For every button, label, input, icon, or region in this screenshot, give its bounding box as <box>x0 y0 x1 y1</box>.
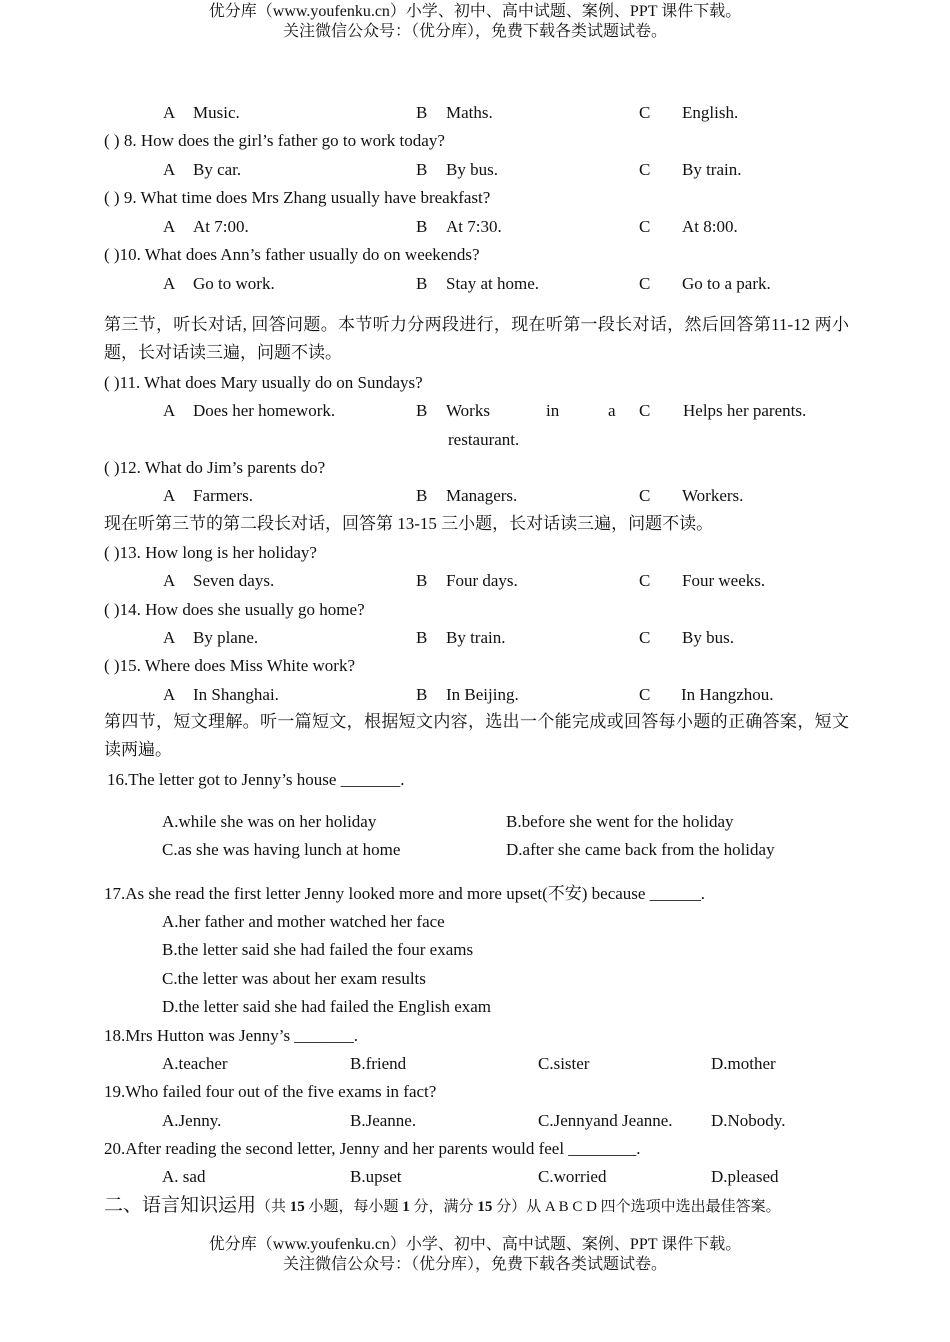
q15-option-a: A In Shanghai. <box>163 685 279 704</box>
page-header-line1: 优分库（www.youfenku.cn）小学、初中、高中试题、案例、PPT 课件下载。 <box>208 3 742 20</box>
q16-option-c: C.as she was having lunch at home <box>162 840 401 859</box>
q18-option-c: C.sister <box>538 1054 590 1073</box>
q17-option-b: B.the letter said she had failed the four exams <box>162 940 474 959</box>
q11-option-c: C Helps her parents. <box>639 401 807 420</box>
q19-option-a: A.Jenny. <box>162 1111 222 1130</box>
page-header-line2: 关注微信公众号：（优分库），免费下载各类试题试卷。 <box>282 23 667 40</box>
q9-stem: ( ) 9. What time does Mrs Zhang usually have breakfast? <box>104 188 491 207</box>
q12-stem: ( )12. What do Jim’s parents do? <box>104 458 326 477</box>
q9-option-a: A At 7:00. <box>163 217 249 236</box>
q16-option-b: B.before she went for the holiday <box>506 812 734 831</box>
q13-option-c: C Four weeks. <box>639 571 766 590</box>
q13-stem: ( )13. How long is her holiday? <box>104 543 317 562</box>
q8-stem: ( ) 8. How does the girl’s father go to work today? <box>104 131 445 150</box>
q12-option-c: C Workers. <box>639 486 744 505</box>
q15-option-b: B In Beijing. <box>416 685 519 704</box>
q14-option-a: A By plane. <box>163 628 259 647</box>
part-2-title: 二、语言知识运用 <box>104 1195 257 1216</box>
q18-stem: 18.Mrs Hutton was Jenny’s _______. <box>104 1026 359 1045</box>
q7-option-a: A Music. <box>163 103 240 122</box>
q15-option-c: C In Hangzhou. <box>639 685 774 704</box>
q11-option-b-continued: restaurant. <box>448 430 520 449</box>
q10-option-b: B Stay at home. <box>416 274 540 293</box>
q20-stem: 20.After reading the second letter, Jenny and her parents would feel ________. <box>104 1139 641 1158</box>
q13-option-a: A Seven days. <box>163 571 275 590</box>
q8-option-b: B By bus. <box>416 160 498 179</box>
q8-option-a: A By car. <box>163 160 242 179</box>
q8-option-c: C By train. <box>639 160 742 179</box>
q13-option-b: B Four days. <box>416 571 518 590</box>
q12-option-b: B Managers. <box>416 486 518 505</box>
page-footer-line1: 优分库（www.youfenku.cn）小学、初中、高中试题、案例、PPT 课件下载。 <box>208 1236 742 1253</box>
page-footer-line2: 关注微信公众号：（优分库），免费下载各类试题试卷。 <box>282 1256 667 1273</box>
q18-option-b: B.friend <box>350 1054 407 1073</box>
q14-option-c: C By bus. <box>639 628 734 647</box>
q9-option-c: C At 8:00. <box>639 217 738 236</box>
q11-stem: ( )11. What does Mary usually do on Sundays? <box>104 373 423 392</box>
q16-stem: 16.The letter got to Jenny’s house _______. <box>107 770 405 789</box>
part-2-heading: 二、语言知识运用（共 15 小题，每小题 1 分，满分 15 分）从 A B C D 四个选项中选出最佳答案。 <box>104 1195 781 1216</box>
q19-option-d: D.Nobody. <box>711 1111 786 1130</box>
q20-option-c: C.worried <box>538 1167 607 1186</box>
q15-stem: ( )15. Where does Miss White work? <box>104 656 356 675</box>
q16-option-a: A.while she was on her holiday <box>162 812 377 831</box>
q18-option-d: D.mother <box>711 1054 776 1073</box>
q9-option-b: B At 7:30. <box>416 217 502 236</box>
q16-option-d: D.after she came back from the holiday <box>506 840 775 859</box>
q18-option-a: A.teacher <box>162 1054 228 1073</box>
q17-stem: 17.As she read the first letter Jenny looked more and more upset(不安) because ______. <box>104 884 705 903</box>
q19-option-c: C.Jennyand Jeanne. <box>538 1111 673 1130</box>
q14-option-b: B By train. <box>416 628 506 647</box>
q17-option-a: A.her father and mother watched her face <box>162 912 445 931</box>
q7-option-b: B Maths. <box>416 103 493 122</box>
q20-option-b: B.upset <box>350 1167 402 1186</box>
q20-option-d: D.pleased <box>711 1167 779 1186</box>
q10-option-c: C Go to a park. <box>639 274 771 293</box>
q10-stem: ( )10. What does Ann’s father usually do on weekends? <box>104 245 480 264</box>
q7-option-c: C English. <box>639 103 739 122</box>
q11-option-a: A Does her homework. <box>163 401 336 420</box>
q10-option-a: A Go to work. <box>163 274 275 293</box>
q20-option-a: A. sad <box>162 1167 206 1186</box>
section-3-instructions: 第三节，听长对话, 回答问题。本节听力分两段进行，现在听第一段长对话，然后回答第11-12 两小题，长对话读三遍，问题不读。 <box>104 315 849 362</box>
q17-option-c: C.the letter was about her exam results <box>162 969 426 988</box>
q12-option-a: A Farmers. <box>163 486 253 505</box>
q11-option-b: B Works in a <box>416 401 616 420</box>
q19-stem: 19.Who failed four out of the five exams in fact? <box>104 1082 437 1101</box>
section-3-part-2-instructions: 现在听第三节的第二段长对话，回答第 13-15 三小题，长对话读三遍，问题不读。 <box>104 514 714 533</box>
q17-option-d: D.the letter said she had failed the English exam <box>162 997 492 1016</box>
q14-stem: ( )14. How does she usually go home? <box>104 600 365 619</box>
section-4-instructions: 第四节，短文理解。听一篇短文，根据短文内容，选出一个能完成或回答每小题的正确答案，短文读两遍。 <box>104 712 849 759</box>
q19-option-b: B.Jeanne. <box>350 1111 417 1130</box>
